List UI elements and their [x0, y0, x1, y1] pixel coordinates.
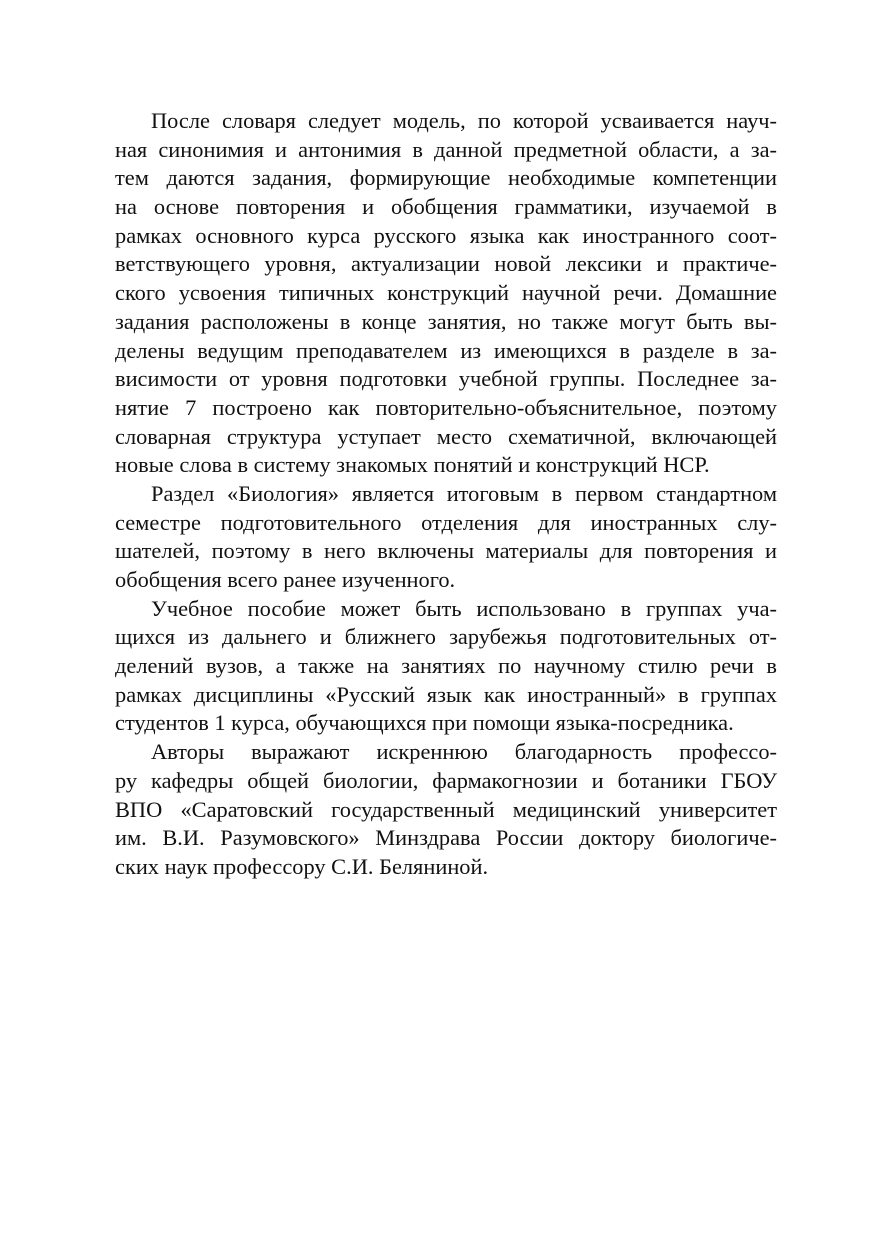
text-line: словарная структура уступает место схематичной, включающей [115, 423, 777, 449]
text-line: делений вузов, а также на занятиях по научному стилю речи в [115, 653, 777, 679]
paragraph-textbook-usage [115, 595, 777, 738]
text-line: студентов 1 курса, обучающихся при помощи языка-посредника. [115, 710, 734, 736]
text-line: рамках дисциплины «Русский язык как иностранный» в группах [115, 681, 777, 707]
text-line: ная синонимия и антонимия в данной предметной области, а за- [115, 136, 777, 162]
text-line: нятие 7 построено как повторительно-объяснительное, поэтому [115, 394, 777, 420]
paragraph-biology-section [115, 480, 777, 595]
paragraph-acknowledgements [115, 738, 777, 881]
text-line: семестре подготовительного отделения для иностранных слу- [115, 509, 777, 535]
text-line: ских наук профессору С.И. Беляниной. [115, 853, 489, 879]
text-line: тем даются задания, формирующие необходимые компетенции [115, 165, 777, 191]
text-line: шателей, поэтому в него включены материалы для повторения и [115, 538, 777, 564]
text-line: ВПО «Саратовский государственный медицинский университет [115, 796, 777, 822]
text-line: Учебное пособие может быть использовано в группах уча- [151, 595, 777, 621]
body-text [115, 107, 777, 882]
text-line: Раздел «Биология» является итоговым в первом стандартном [151, 480, 777, 506]
text-line: ветствующего уровня, актуализации новой лексики и практиче- [115, 251, 777, 277]
text-line: рамках основного курса русского языка как иностранного соот- [115, 222, 777, 248]
text-line: висимости от уровня подготовки учебной группы. Последнее за- [115, 366, 777, 392]
text-line: Авторы выражают искреннюю благодарность профессо- [151, 739, 777, 765]
text-line: щихся из дальнего и ближнего зарубежья подготовительных от- [115, 624, 777, 650]
text-line: задания расположены в конце занятия, но также могут быть вы- [115, 308, 777, 334]
text-line: на основе повторения и обобщения грамматики, изучаемой в [115, 194, 777, 220]
text-line: им. В.И. Разумовского» Минздрава России доктору биологиче- [115, 825, 777, 851]
text-line: После словаря следует модель, по которой усваивается науч- [151, 108, 777, 133]
text-line: обобщения всего ранее изученного. [115, 567, 456, 592]
text-line: новые слова в систему знакомых понятий и конструкций НСР. [115, 452, 710, 478]
text-line: ру кафедры общей биологии, фармакогнозии и ботаники ГБОУ [115, 767, 777, 793]
text-line: делены ведущим преподавателем из имеющихся в разделе в за- [115, 337, 777, 363]
text-line: ского усвоения типичных конструкций научной речи. Домашние [115, 280, 777, 306]
paragraph-dictionary-model [115, 107, 777, 480]
